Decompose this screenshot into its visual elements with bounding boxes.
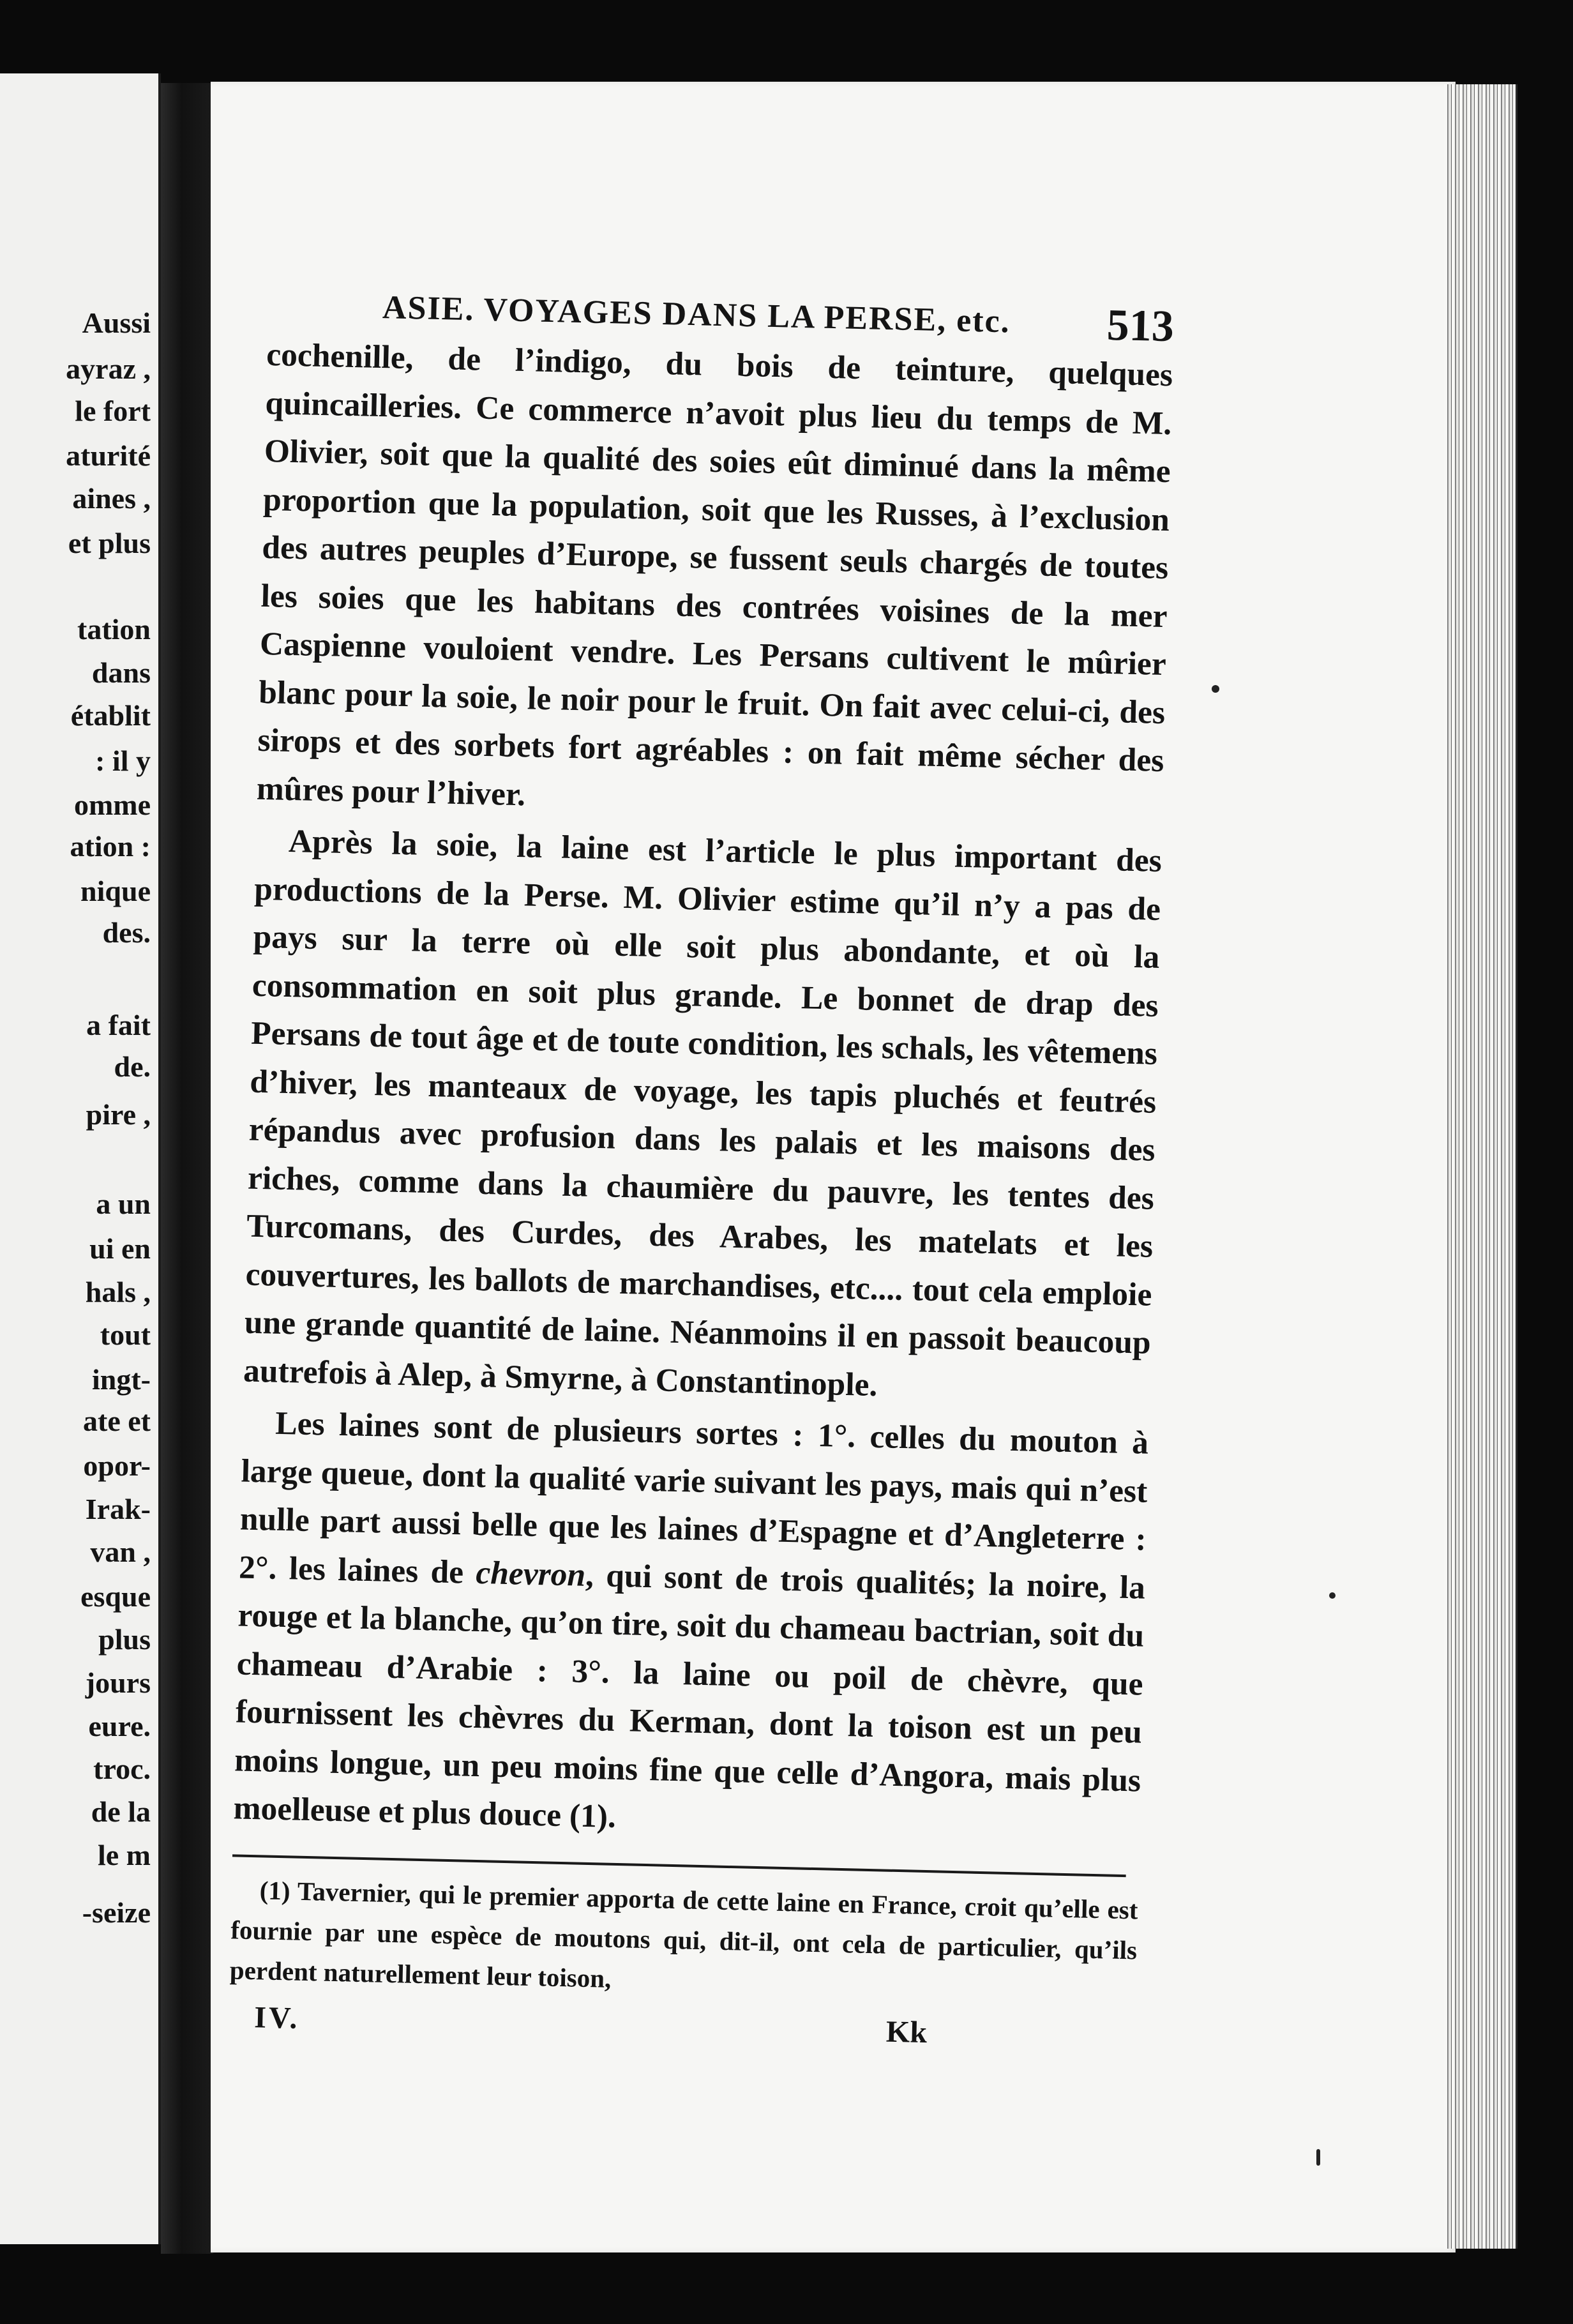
footnote	[229, 1869, 1138, 2011]
volume-number: IV.	[253, 2000, 301, 2035]
previous-page-line: ate et	[83, 1405, 151, 1437]
previous-page-line: van ,	[90, 1535, 151, 1568]
page-number: 513	[1106, 300, 1175, 352]
previous-page	[0, 73, 161, 2244]
previous-page-line: plus	[98, 1623, 151, 1656]
previous-page-line: de.	[114, 1050, 151, 1083]
previous-page-line: Aussi	[82, 306, 151, 339]
previous-page-line: nique	[80, 875, 151, 907]
previous-page-line: hals ,	[85, 1276, 151, 1308]
previous-page-line: aines ,	[72, 482, 151, 515]
paragraph-2: Après la soie, la laine est l’article le plus important des productions de la Perse. M. Olivier estime qu’il n’y a pas de pays sur la terre où elle soit plus abondante, et où la consommation en soit plus grande. Le bonnet de drap des Persans de tout âge et de toute condition, les schals, les vêtemens d’hiver, les manteaux de voyage, les tapis pluchés et feutrés répandus avec profusion dans les palais et les maisons des riches, comme dans la chaumière du pauvre, les tentes des Turcomans, des Curdes, des Arabes, les matelats et les couvertures, les ballots de marchandises, etc.... tout cela emploie une grande quantité de laine. Néanmoins il en passoit beaucoup autrefois à Alep, à Smyrne, à Constantinople.	[243, 822, 1163, 1403]
footnote-text: (1) Tavernier, qui le premier apporta de cette laine en France, croit qu’elle est fournie par une espèce de moutons qui, dit-il, ont cela de particulier, qu’ils perdent naturellement leur toison,	[229, 1875, 1138, 1993]
paragraph-3-start: Les laines sont de plusieurs sortes : 1°. celles du mouton à large queue, dont la qualité varie suivant les pays, mais qui n’est nulle part aussi belle que les laines d’Espagne et d’Angleterre : 2°. les laines de	[238, 1405, 1149, 1591]
ink-speck	[1316, 2149, 1320, 2166]
previous-page-line: de la	[91, 1795, 151, 1828]
previous-page-line: ation :	[70, 830, 151, 863]
previous-page-line: et plus	[68, 527, 151, 559]
page-text-block	[228, 281, 1174, 2064]
previous-page-line: tation	[77, 613, 151, 645]
paragraph-1: cochenille, de l’indigo, du bois de teinture, quelques quincailleries. Ce commerce n’avoit plus lieu du temps de M. Olivier, soit que la qualité des soies eût diminué dans la même proportion que la population, soit que les Russes, à l’exclusion des autres peuples d’Europe, se fussent seuls chargés de toutes les soies que les habitans des contrées voisines de la mer Caspienne vouloient vendre. Les Persans cultivent le mûrier blanc pour la soie, le noir pour le fruit. On fait avec celui-ci, des sirops et des sorbets fort agréables : on fait même sécher des mûres pour l’hiver.	[256, 336, 1173, 813]
previous-page-line: pire ,	[86, 1098, 151, 1131]
previous-page-line: le fort	[75, 395, 151, 427]
previous-page-line: -seize	[82, 1896, 151, 1929]
previous-page-line: le m	[97, 1839, 151, 1871]
previous-page-line: aturité	[66, 439, 151, 472]
italic-term: chevron	[475, 1554, 586, 1594]
previous-page-line: ingt-	[92, 1363, 151, 1396]
previous-page-line: Irak-	[85, 1493, 151, 1525]
previous-page-line: ayraz ,	[66, 352, 151, 385]
previous-page-line: : il y	[95, 744, 151, 777]
ink-speck	[1329, 1592, 1336, 1599]
page-edges	[1444, 84, 1517, 2249]
running-head-title: ASIE. VOYAGES DANS LA PERSE, etc.	[382, 289, 1011, 340]
book-gutter	[161, 83, 213, 2254]
previous-page-line: établit	[70, 699, 151, 732]
previous-page-line: a fait	[86, 1009, 151, 1041]
previous-page-line: des.	[102, 916, 151, 949]
previous-page-line: omme	[73, 788, 151, 821]
paragraph-3-end: , qui sont de trois qualités; la noire, la rouge et la blanche, qu’on tire, soit du chameau bactrian, soit du chameau d’Arabie : 3°. la laine ou poil de chèvre, que fournissent les chèvres du Kerman, dont la toison est un peu moins longue, un peu moins fine que celle d’Angora, mais plus moelleuse et plus douce (1).	[233, 1557, 1146, 1835]
previous-page-line: eure.	[88, 1710, 151, 1742]
paragraph-3	[233, 1399, 1149, 1853]
body-text	[233, 331, 1173, 1853]
previous-page-line: dans	[91, 656, 151, 689]
previous-page-line: esque	[80, 1580, 151, 1613]
previous-page-line: jours	[85, 1666, 151, 1699]
ink-speck	[1212, 685, 1219, 693]
previous-page-line: tout	[100, 1318, 151, 1351]
previous-page-line: a un	[96, 1188, 151, 1220]
previous-page-line: opor-	[83, 1449, 151, 1482]
previous-page-line: troc.	[93, 1753, 151, 1785]
previous-page-line: ui en	[89, 1232, 151, 1265]
signature-mark: Kk	[885, 2014, 928, 2049]
